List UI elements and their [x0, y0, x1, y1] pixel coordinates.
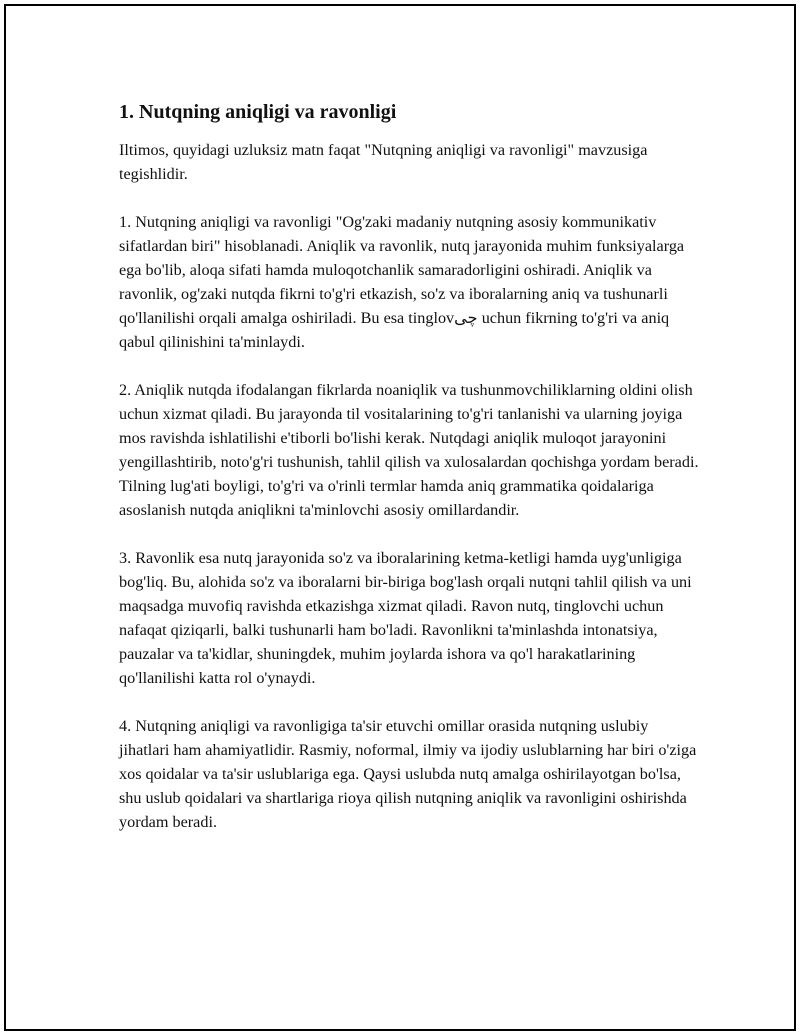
paragraph-3: 3. Ravonlik esa nutq jarayonida so'z va iboralarining ketma-ketligi hamda uyg'unligiga bog'liq. Bu, alohida so'z va iboralarni bir-biriga bog'lash orqali nutqni tahlil qilish va uni maqsadga muvofiq ravishda etkazishga xizmat qiladi. Ravon nutq, tinglovchi uchun nafaqat qiziqarli, balki tushunarli ham bo'ladi. Ravonlikni ta'minlashda intonatsiya, pauzalar va ta'kidlar, shuningdek, muhim joylarda ishora va qo'l harakatlarining qo'llanilishi katta rol o'ynaydi. — [119, 549, 692, 687]
paragraph-4: 4. Nutqning aniqligi va ravonligiga ta'sir etuvchi omillar orasida nutqning uslubiy jihatlari ham ahamiyatlidir. Rasmiy, noformal, ilmiy va ijodiy uslublarning har biri o'ziga xos qoidalar va ta'sir uslublariga ega. Qaysi uslubda nutq amalga oshirilayotgan bo'lsa, shu uslub qoidalari va shartlariga rioya qilish nutqning aniqlik va ravonligini oshirishda yordam beradi. — [119, 717, 697, 831]
intro-paragraph: Iltimos, quyidagi uzluksiz matn faqat "Nutqning aniqligi va ravonligi" mavzusiga tegishlidir. — [119, 141, 648, 183]
document-body — [119, 97, 699, 858]
page-border — [4, 4, 796, 1031]
paragraph-1: 1. Nutqning aniqligi va ravonligi "Og'zaki madaniy nutqning asosiy kommunikativ sifatlardan biri" hisoblanadi. Aniqlik va ravonlik, nutq jarayonida muhim funksiyalarga ega bo'lib, aloqa sifati hamda muloqotchanlik samaradorligini oshiradi. Aniqlik va ravonlik, og'zaki nutqda fikrni to'g'ri etkazish, so'z va iboralarning aniq va tushunarli qo'llanilishi orqali amalga oshiriladi. Bu esa tinglovچی uchun fikrning to'g'ri va aniq qabul qilinishini ta'minlaydi. — [119, 213, 685, 351]
document-title: 1. Nutqning aniqligi va ravonligi — [119, 101, 397, 123]
paragraph-2: 2. Aniqlik nutqda ifodalangan fikrlarda noaniqlik va tushunmovchiliklarning oldini olish uchun xizmat qiladi. Bu jarayonda til vositalarining to'g'ri tanlanishi va ularning joyiga mos ravishda ishlatilishi e'tiborli bo'lishi kerak. Nutqdagi aniqlik muloqot jarayonini yengillashtirib, noto'g'ri tushunish, tahlil qilish va xulosalardan qochishga yordam beradi. Tilning lug'ati boyligi, to'g'ri va o'rinli termlar hamda aniq grammatika qoidalariga asoslanish nutqda aniqlikni ta'minlovchi asosiy omillardandir. — [119, 381, 699, 519]
